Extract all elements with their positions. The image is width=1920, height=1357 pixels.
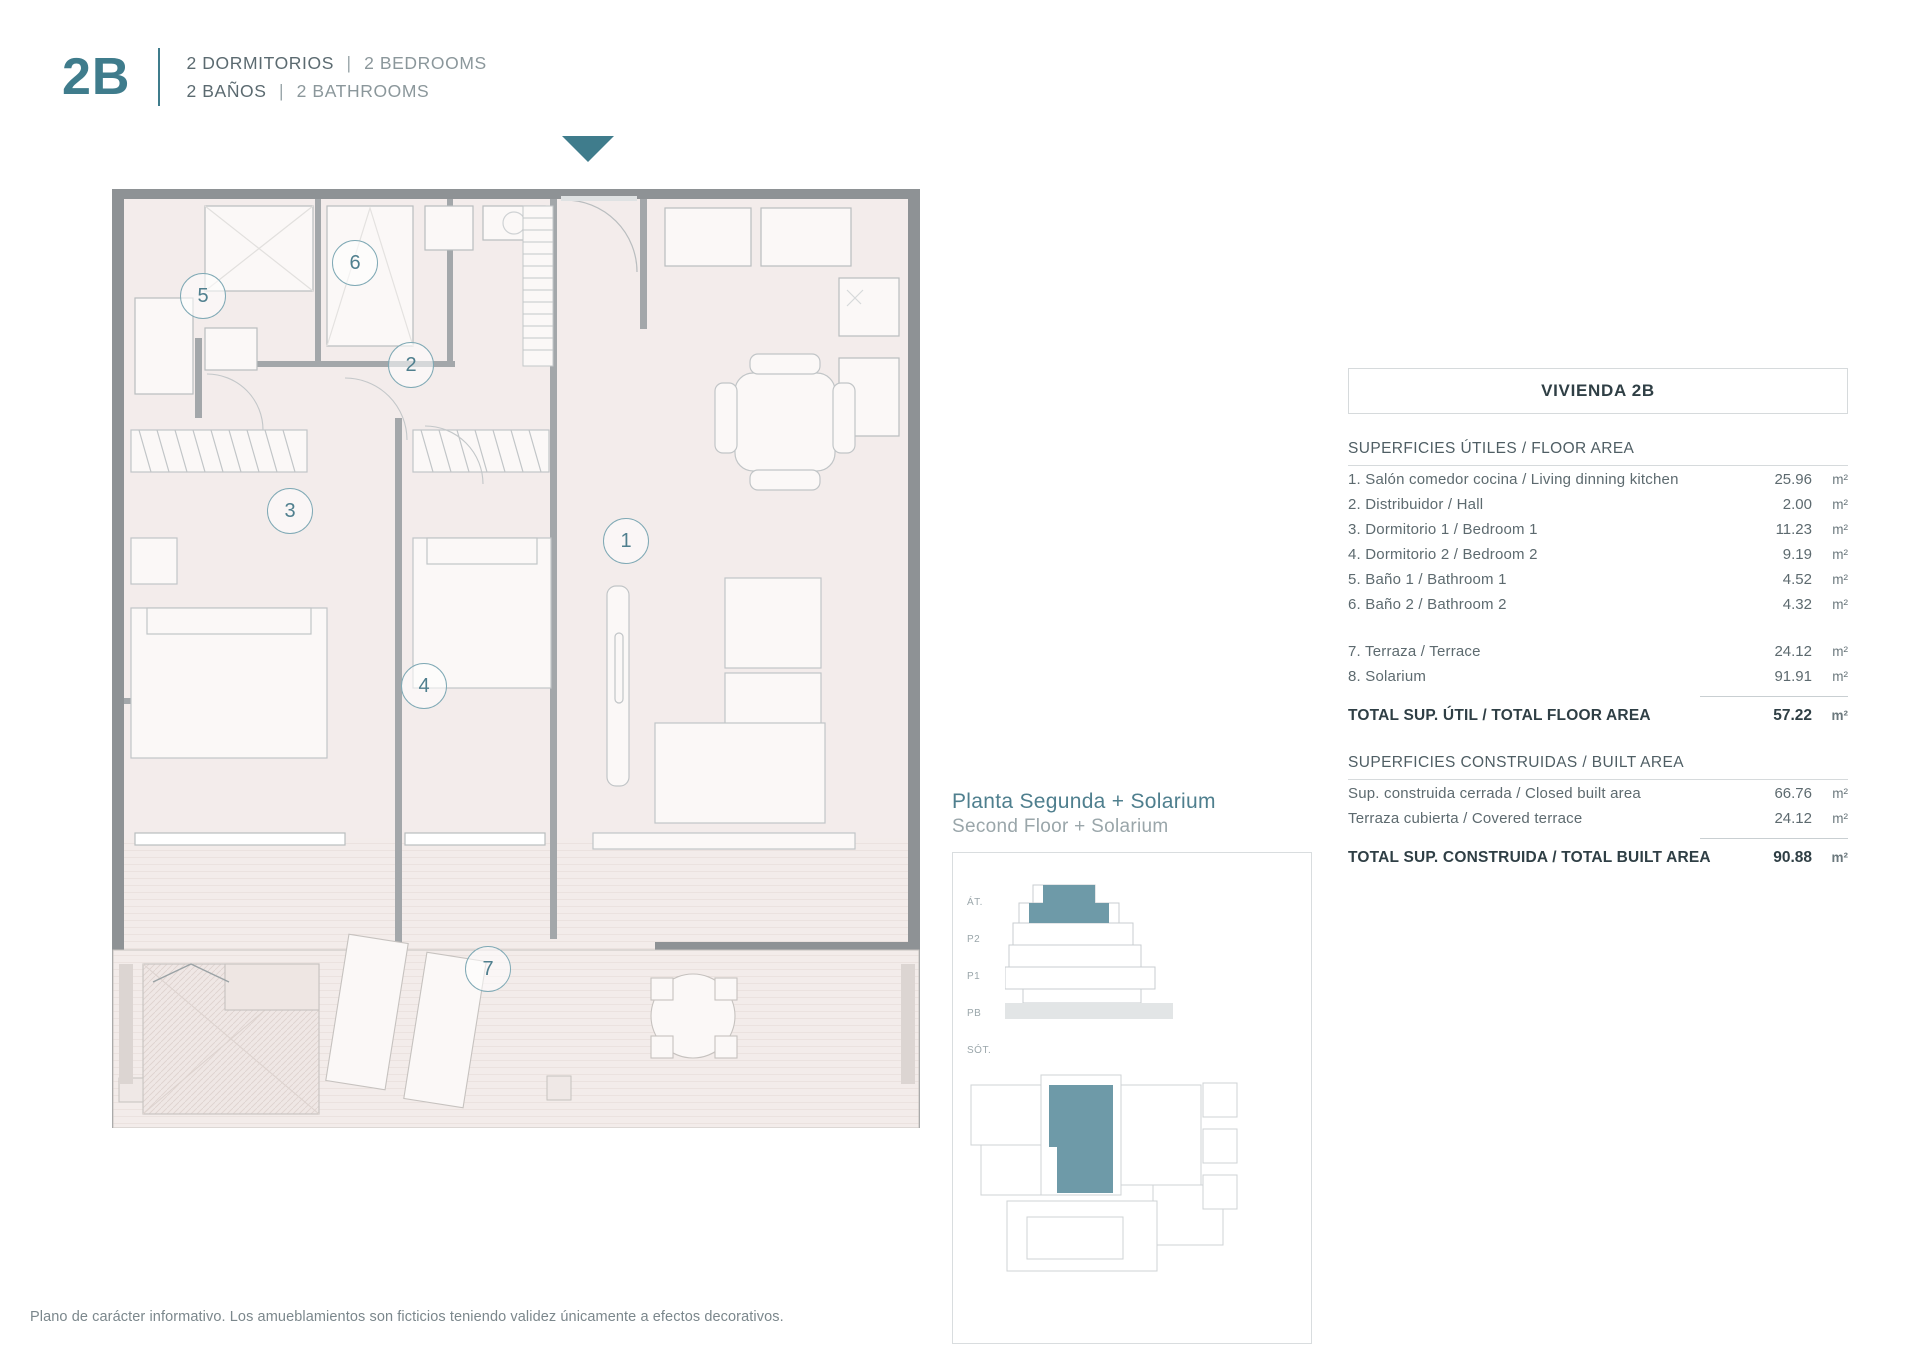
level-label-pb: PB	[967, 1008, 982, 1019]
row-unit: m²	[1832, 522, 1848, 537]
table-row	[1348, 466, 1848, 491]
row-label: 3. Dormitorio 1 / Bedroom 1	[1348, 521, 1538, 538]
row-unit: m²	[1832, 669, 1848, 684]
row-unit: m²	[1832, 547, 1848, 562]
key-plan-block	[952, 790, 1312, 1344]
row-value: 2.00	[1782, 496, 1812, 513]
header-text	[186, 53, 486, 102]
bedrooms-en: 2 BEDROOMS	[364, 52, 487, 73]
row-value: 4.32	[1782, 596, 1812, 613]
row-value: 4.52	[1782, 571, 1812, 588]
room-number-7: 7	[465, 946, 511, 992]
room-number-6: 6	[332, 240, 378, 286]
row-label: 2. Distribuidor / Hall	[1348, 496, 1484, 513]
header	[62, 48, 487, 106]
table-title: VIVIENDA 2B	[1348, 368, 1848, 414]
built-area-section	[1348, 754, 1848, 870]
entrance-arrow-icon	[558, 132, 618, 166]
row-label: 4. Dormitorio 2 / Bedroom 2	[1348, 546, 1538, 563]
disclaimer: Plano de carácter informativo. Los amueblamientos son ficticios teniendo validez únicamente a efectos decorativos.	[30, 1309, 784, 1325]
building-section-diagram	[1005, 877, 1205, 1057]
table-row	[1348, 491, 1848, 516]
level-label-sot: SÓT.	[967, 1045, 992, 1056]
row-label: 6. Baño 2 / Bathroom 2	[1348, 596, 1507, 613]
level-label-p1: P1	[967, 971, 981, 982]
row-label: Sup. construida cerrada / Closed built area	[1348, 785, 1641, 802]
header-divider	[158, 48, 160, 106]
row-unit: m²	[1832, 572, 1848, 587]
row-label: TOTAL SUP. ÚTIL / TOTAL FLOOR AREA	[1348, 707, 1651, 724]
bedrooms-line	[186, 53, 486, 74]
bathrooms-es: 2 BAÑOS	[186, 80, 267, 101]
room-number-2: 2	[388, 342, 434, 388]
row-value: 9.19	[1782, 546, 1812, 563]
row-value: 91.91	[1774, 668, 1812, 685]
level-label-at: ÁT.	[967, 897, 983, 908]
areas-table	[1348, 368, 1848, 870]
table-row	[1348, 566, 1848, 591]
table-row	[1348, 780, 1848, 805]
row-unit: m²	[1832, 472, 1848, 487]
row-label: 5. Baño 1 / Bathroom 1	[1348, 571, 1507, 588]
total-floor-area-row	[1348, 697, 1848, 728]
floor-area-heading: SUPERFICIES ÚTILES / FLOOR AREA	[1348, 440, 1848, 466]
row-label: 7. Terraza / Terrace	[1348, 643, 1481, 660]
table-row	[1348, 541, 1848, 566]
row-unit: m²	[1831, 708, 1848, 723]
row-label: TOTAL SUP. CONSTRUIDA / TOTAL BUILT AREA	[1348, 849, 1711, 866]
site-plan-diagram	[967, 1071, 1297, 1311]
row-label: 8. Solarium	[1348, 668, 1427, 685]
bedrooms-es: 2 DORMITORIOS	[186, 52, 334, 73]
table-row	[1348, 638, 1848, 663]
row-unit: m²	[1831, 850, 1848, 865]
floor-plan-drawing	[95, 178, 940, 1128]
total-built-area-row	[1348, 839, 1848, 870]
built-area-heading: SUPERFICIES CONSTRUIDAS / BUILT AREA	[1348, 754, 1848, 780]
table-row	[1348, 805, 1848, 830]
key-plan-title-es: Planta Segunda + Solarium	[952, 790, 1216, 813]
row-unit: m²	[1832, 497, 1848, 512]
row-label: Terraza cubierta / Covered terrace	[1348, 810, 1583, 827]
room-number-3: 3	[267, 488, 313, 534]
unit-code: 2B	[62, 48, 131, 106]
key-plan-box	[952, 852, 1312, 1344]
key-plan-title-en: Second Floor + Solarium	[952, 816, 1169, 837]
row-label: 1. Salón comedor cocina / Living dinning kitchen	[1348, 471, 1679, 488]
level-label-p2: P2	[967, 934, 981, 945]
row-value: 24.12	[1774, 810, 1812, 827]
row-value: 11.23	[1775, 521, 1812, 538]
table-row	[1348, 663, 1848, 688]
room-number-5: 5	[180, 273, 226, 319]
row-value: 90.88	[1773, 849, 1812, 866]
row-value: 25.96	[1774, 471, 1812, 488]
bedrooms-sep: |	[346, 52, 352, 73]
bathrooms-en: 2 BATHROOMS	[296, 80, 430, 101]
bathrooms-sep: |	[279, 80, 285, 101]
floor-area-section	[1348, 440, 1848, 728]
row-unit: m²	[1832, 597, 1848, 612]
plan-svg	[95, 178, 940, 1128]
table-row	[1348, 516, 1848, 541]
table-row	[1348, 591, 1848, 616]
key-plan-levels	[967, 897, 991, 1056]
row-value: 57.22	[1773, 707, 1812, 724]
row-unit: m²	[1832, 786, 1848, 801]
bathrooms-line	[186, 81, 486, 102]
row-unit: m²	[1832, 644, 1848, 659]
row-value: 66.76	[1774, 785, 1812, 802]
row-value: 24.12	[1774, 643, 1812, 660]
room-number-4: 4	[401, 663, 447, 709]
row-unit: m²	[1832, 811, 1848, 826]
room-number-1: 1	[603, 518, 649, 564]
